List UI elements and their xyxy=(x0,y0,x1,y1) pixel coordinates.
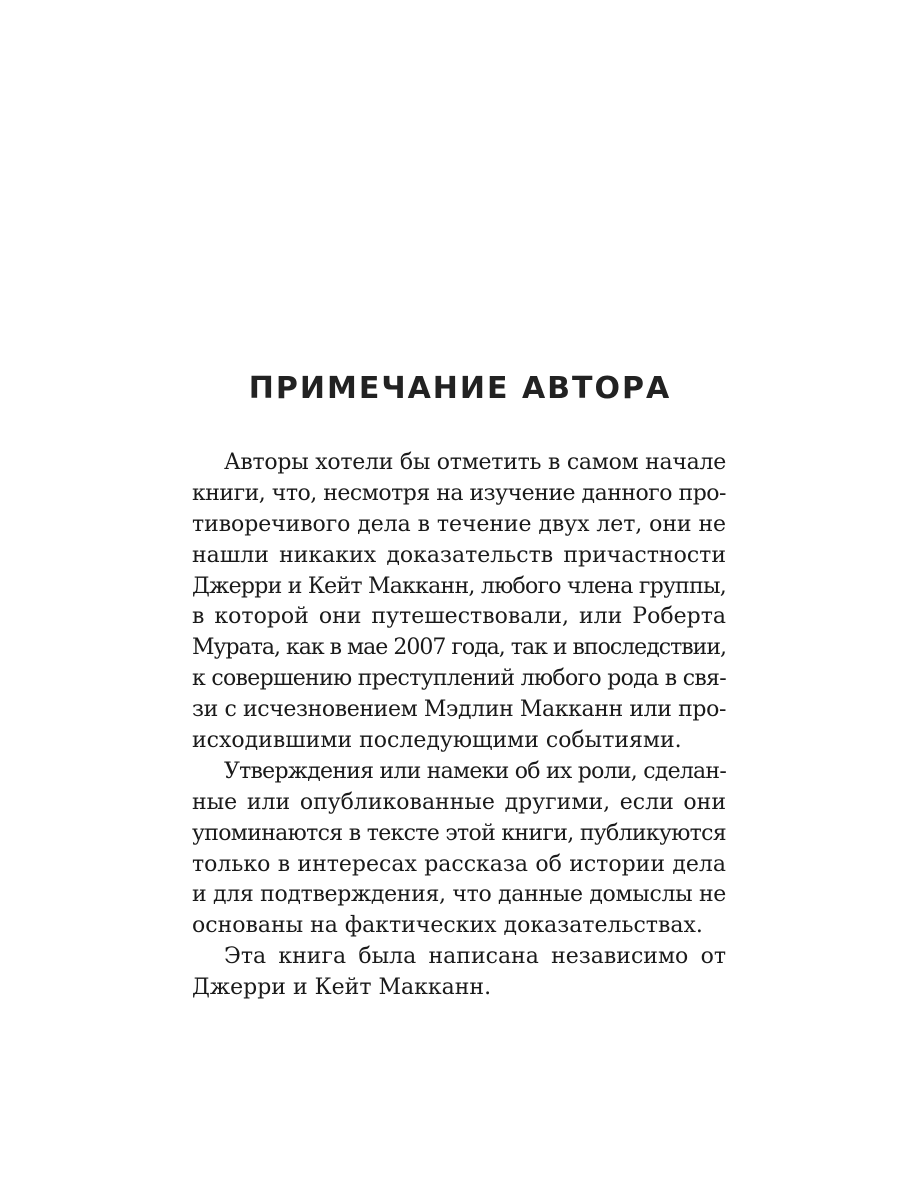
text-line: и для подтверждения, что данные домыслы не xyxy=(192,882,726,908)
text-line: в которой они путешествовали, или Роберта xyxy=(192,604,726,630)
text-line: исходившими последующими событиями. xyxy=(192,728,682,754)
text-line: к совершению преступлений любого рода в свя- xyxy=(192,666,726,692)
text-line: книги, что, несмотря на изучение данного про- xyxy=(192,480,726,506)
text-line: Джерри и Кейт Макканн, любого члена группы, xyxy=(192,573,726,599)
text-line: только в интересах рассказа об истории дела xyxy=(192,851,726,877)
paragraph-1 xyxy=(192,448,726,757)
text-line: Джерри и Кейт Макканн. xyxy=(192,975,492,1001)
text-line: тиворечивого дела в течение двух лет, они не xyxy=(192,511,726,537)
page-title: ПРИМЕЧАНИЕ АВТОРА xyxy=(248,371,672,406)
text-line: нашли никаких доказательств причастности xyxy=(192,542,726,568)
text-line: упоминаются в тексте этой книги, публикуются xyxy=(192,820,726,846)
text-line: Утверждения или намеки об их роли, сделан- xyxy=(224,758,726,784)
text-line: Авторы хотели бы отметить в самом начале xyxy=(224,450,726,475)
text-line: Мурата, как в мае 2007 года, так и впоследствии, xyxy=(192,635,726,661)
text-line: Эта книга была написана независимо от xyxy=(224,944,726,970)
paragraph-3 xyxy=(192,942,726,1004)
body-text xyxy=(192,448,726,1004)
text-line: основаны на фактических доказательствах. xyxy=(192,913,703,939)
paragraph-2 xyxy=(192,757,726,942)
text-line: ные или опубликованные другими, если они xyxy=(192,789,726,815)
text-line: зи с исчезновением Мэдлин Макканн или про- xyxy=(192,697,726,723)
